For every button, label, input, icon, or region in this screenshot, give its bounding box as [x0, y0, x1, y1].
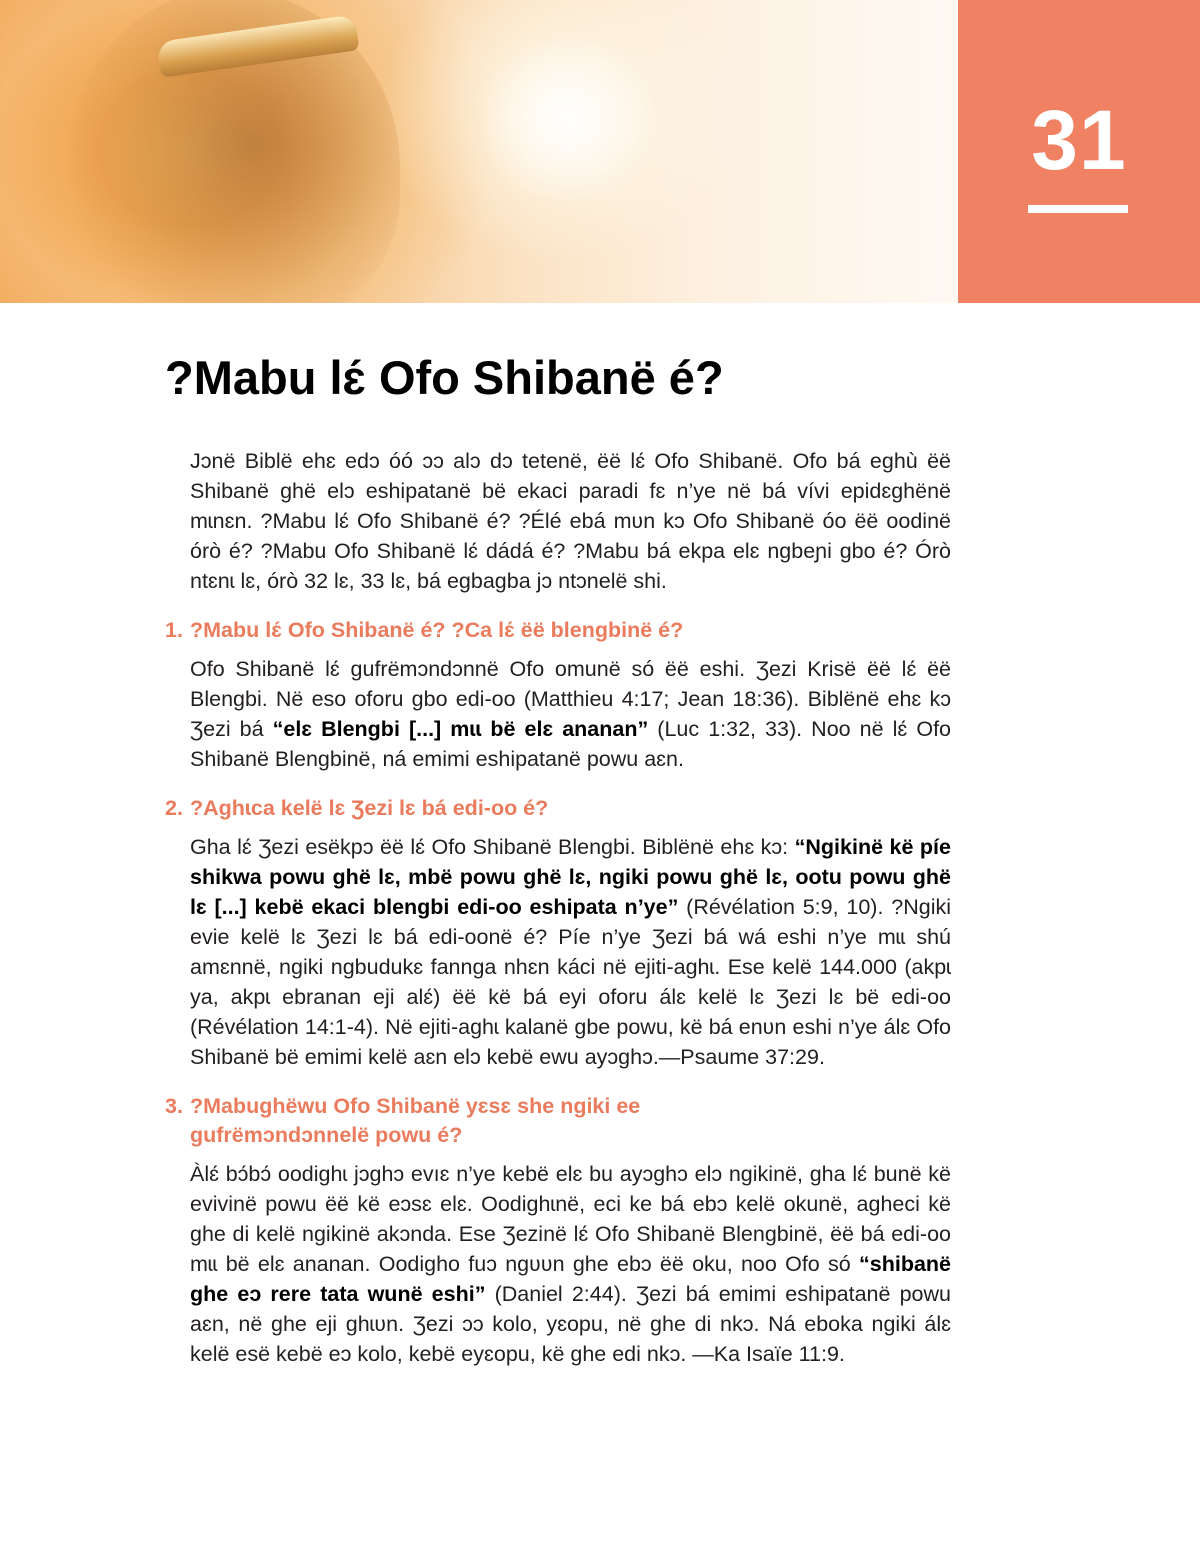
question-title: ?Mabughëwu Ofo Shibanë yɛsɛ she ngiki ee gufrëmɔndɔnnelë powu é? [190, 1094, 641, 1147]
question-3-heading [165, 1092, 951, 1150]
question-title: ?Mabu lɛ́ Ofo Shibanë é? ?Ca lɛ́ ëë blengbinë é? [190, 618, 684, 642]
question-1-heading [165, 616, 951, 645]
answer-text: Ofo Shibanë lɛ́ gufrëmɔndɔnnë Ofo omunë só ëë eshi. Ʒezi Krisë ëë lɛ́ ëë Blengbi. Në eso oforu gbo edi-oo (Matthieu 4:17; Jean 18:36). Biblënë ehɛ kɔ Ʒezi bá [190, 657, 951, 741]
answer-text: (Daniel 2:44). Ʒezi bá emimi eshipatanë powu aɛn, në ghe eji ghɩʋn. Ʒezi ɔɔ kolo, yɛopu, në ghe di nkɔ. Ná eboka ngiki álɛ kelë esë kebë eɔ kolo, kebë eyɛopu, kë ghe edi nkɔ. —Ka Isaïe 11:9. [190, 1282, 951, 1366]
question-title: ?Aghɩca kelë lɛ Ʒezi lɛ bá edi-oo é? [190, 796, 549, 820]
lesson-number-box [958, 0, 1200, 303]
bible-quote: “Ngikinë kë píe shikwa powu ghë lɛ, mbë powu ghë lɛ, ngiki powu ghë lɛ, ootu powu ghë lɛ [...] kebë ekaci blengbi edi-oo eshipata n’ye” [190, 835, 951, 919]
light-glow [470, 40, 670, 200]
page-title: ?Mabu lɛ́ Ofo Shibanë é? [165, 351, 724, 404]
lesson-number-underline [1028, 205, 1128, 213]
answer-text: (Luc 1:32, 33). Noo në lɛ́ Ofo Shibanë Blengbinë, ná emimi eshipatanë powu aɛn. [190, 717, 951, 771]
question-number: 1. [165, 618, 183, 642]
question-number: 3. [165, 1094, 183, 1118]
bible-quote: “elɛ Blengbi [...] mɩɩ bë elɛ ananan” [272, 717, 649, 741]
question-number: 2. [165, 796, 183, 820]
answer-3-paragraph [190, 1159, 951, 1369]
answer-1-paragraph [190, 654, 951, 774]
answer-2-paragraph [190, 832, 951, 1072]
header-image [0, 0, 958, 303]
lesson-content [165, 446, 951, 1369]
question-2-heading [165, 794, 951, 823]
intro-paragraph: Jɔnë Biblë ehɛ edɔ óó ɔɔ alɔ dɔ tetenë, ëë lɛ́ Ofo Shibanë. Ofo bá eghù ëë Shibanë ghë elɔ eshipatanë bë ekaci paradi fɛ n’ye në bá vívi epidɛghënë mɩnɛn. ?Mabu lɛ́ Ofo Shibanë é? ?Élé ebá mʋn kɔ Ofo Shibanë óo ëë oodinë órò é? ?Mabu Ofo Shibanë lɛ́ dádá é? ?Mabu bá ekpa elɛ ngbeɲi gbo é? Órò ntɛnɩ lɛ, órò 32 lɛ, 33 lɛ, bá egbagba jɔ ntɔnelë shi. [190, 449, 951, 593]
answer-text: Gha lɛ́ Ʒezi esëkpɔ ëë lɛ́ Ofo Shibanë Blengbi. Biblënë ehɛ kɔ: [190, 835, 795, 859]
answer-text: Àlɛ́ bɔ́bɔ́ oodighɩ jɔghɔ evıɛ n’ye kebë elɛ bu ayɔghɔ elɔ ngikinë, gha lɛ́ bunë kë evivinë powu ëë kë eɔsɛ elɛ. Oodighɩnë, eci ke bá ebɔ kelë okunë, agheci kë ghe di kelë ngikinë akɔnda. Ese Ʒezinë lɛ́ Ofo Shibanë Blengbinë, ëë bá edi-oo mɩɩ bë elɛ ananan. Oodigho fuɔ ngʋʋn ghe ebɔ ëë oku, noo Ofo só [190, 1162, 951, 1276]
answer-text: (Révélation 5:9, 10). ?Ngiki evie kelë lɛ Ʒezi lɛ bá edi-oonë é? Píe n’ye Ʒezi bá wá eshi n’ye mɩɩ shú amɛnnë, ngiki ngbudukɛ fannga nhɛn káci në ejiti-aghɩ. Ese kelë 144.000 (akpɩ ya, akpɩ ebranan eji alɛ́) ëë kë bá eyi oforu álɛ kelë lɛ Ʒezi lɛ bë edi-oo (Révélation 14:1-4). Në ejiti-aghɩ kalanë gbe powu, kë bá enʋn eshi n’ye álɛ Ofo Shibanë bë emimi kelë aɛn elɔ kebë ewu ayɔghɔ.—Psaume 37:29. [190, 895, 952, 1069]
lesson-number: 31 [1031, 93, 1127, 187]
bible-quote: “shibanë ghe eɔ rere tata wunë eshi” [190, 1252, 951, 1306]
